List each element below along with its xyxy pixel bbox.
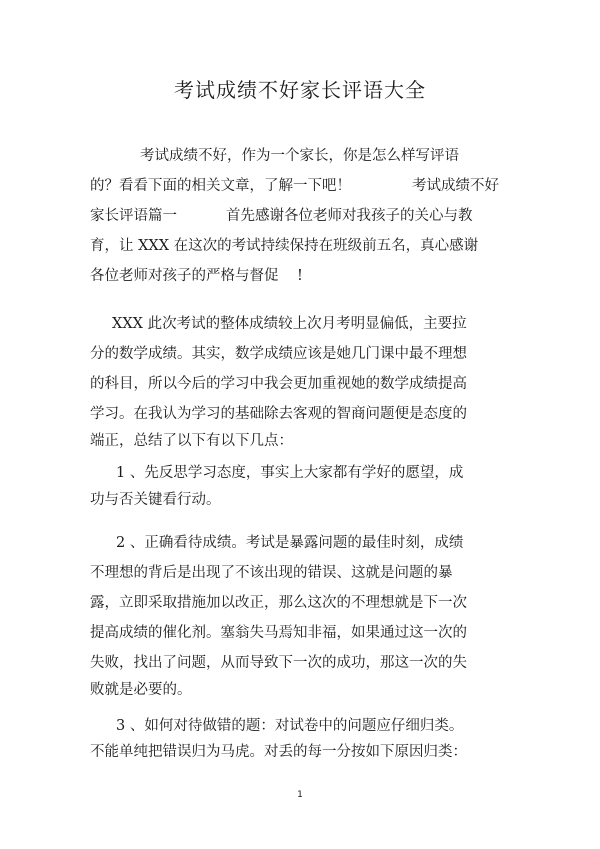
text-line: 1 、先反思学习态度，事实上大家都有学好的愿望，成 <box>116 465 464 481</box>
text-line: 的科目，所以今后的学习中我会更加重视她的数学成绩提高 <box>90 376 467 392</box>
text-line: 首先感谢各位老师对我孩子的关心与教 <box>226 208 473 224</box>
text-line: 家长评语篇一 <box>90 208 177 224</box>
text-line: XXX 此次考试的整体成绩较上次月考明显偏低，主要拉 <box>112 316 467 332</box>
text-line: 的？看看下面的相关文章，了解一下吧！ <box>90 178 351 194</box>
text-line: 提高成绩的催化剂。塞翁失马焉知非福，如果通过这一次的 <box>90 625 467 641</box>
text-line: 不理想的背后是出现了不该出现的错误、这就是问题的暴 <box>90 565 453 581</box>
text-line: 功与否关键看行动。 <box>90 492 221 508</box>
text-line: 败就是必要的。 <box>90 682 192 698</box>
text-line: 各位老师对孩子的严格与督促 <box>90 268 279 284</box>
text-line: 2 、正确看待成绩。考试是暴露问题的最佳时刻，成绩 <box>116 535 464 551</box>
text-line: 3 、如何对待做错的题：对试卷中的问题应仔细归类。 <box>116 718 464 734</box>
text-line: ! <box>297 268 303 284</box>
text-line: 露，立即采取措施加以改正，那么这次的不理想就是下一次 <box>90 595 467 611</box>
document-title: 考试成绩不好家长评语大全 <box>174 78 426 102</box>
text-line: 失败，找出了问题，从而导致下一次的成功，那这一次的失 <box>90 655 467 671</box>
text-line: 分的数学成绩。其实，数学成绩应该是她几门课中最不理想 <box>90 346 467 362</box>
text-line: 端正，总结了以下有以下几点： <box>90 433 293 449</box>
text-line: 学习。在我认为学习的基础除去客观的智商问题便是态度的 <box>90 406 467 422</box>
text-line: 考试成绩不好，作为一个家长，你是怎么样写评语 <box>140 148 459 164</box>
text-line: 育，让 XXX 在这次的考试持续保持在班级前五名，真心感谢 <box>90 238 479 254</box>
page-number: 1 <box>297 790 303 800</box>
text-line: 考试成绩不好 <box>412 178 499 194</box>
text-line: 不能单纯把错误归为马虎。对丢的每一分按如下原因归类： <box>90 744 467 760</box>
